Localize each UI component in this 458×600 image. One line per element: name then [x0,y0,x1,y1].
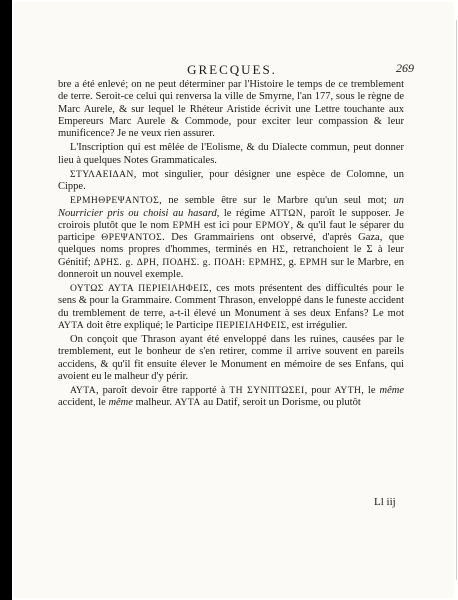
text-run: doit être expliqué; le Participe [84,319,216,331]
text-run: accident, le [58,397,109,409]
page-edge-rule [456,20,457,580]
greek-word: ΟΥΤΩΣ ΑΥΤΑ ΠΕΡΙΕΙΛΗΦΕΙΣ [70,283,209,294]
running-title: GRECQUES. [187,62,277,77]
paragraph [58,142,404,167]
greek-word: ΑΥΤΑ [58,319,85,331]
text-run: , retranchoient le Σ à leur Génitif; [58,244,405,268]
text-run: , pour [304,385,335,396]
text-run: On conçoit que Thrason ayant été enveloppé dans les ruines, causées par le tremblement, eut le bonheur de s'en retirer, comme il arrive souvent en pareils accidens, & qu'il fit ensuite élever le Monument en mémoire de ses Enfans, qui avoient eu le malheur d'y périr. [58,334,404,382]
text-run: au Datif, seroit un Dorisme, ou plutôt [200,397,361,409]
greek-word: ΑΤΤΩΝ [269,207,304,219]
italic-phrase: même [108,397,133,409]
greek-word: ΕΡΜΗΘΡΕΨΑΝΤΟΣ [70,195,160,207]
paragraph [58,169,404,194]
book-page [14,2,454,598]
text-run: . Des Grammairiens ont observé, d'après Gaza, que quelques noms propres d'hommes, terminés en [58,232,405,256]
paragraph [58,79,404,140]
greek-word: ΑΥΤΗ [334,385,362,396]
text-run: est ici pour [200,219,256,231]
paragraph [58,385,404,410]
greek-word: ΠΕΡΙΕΙΛΗΦΕΙΣ [215,319,287,331]
text-run: , ne semble être sur le Marbre qu'un seul mot; [159,195,394,207]
greek-word: ΕΡΜΗ [172,219,201,231]
greek-word: ΑΥΤΑ [70,385,97,396]
paragraph [58,334,404,383]
text-run: malheur. [132,397,175,409]
text-run: , le régime [216,207,270,219]
greek-word: ΗΣ [272,244,286,256]
text-run: , paroît le supposer. Je croirois plutôt que le nom [58,207,404,231]
greek-word: ΕΡΜΗ [299,256,328,268]
text-run: , ces mots présentent des difficultés pour le sens & pour la Grammaire. Comment Thrason, enveloppé dans le funeste accident du tremblement de terre, a-t-il élevé un Monument à ses deux Enfans? Le mot [58,283,404,319]
greek-word: ΣΤΥΛΑΕΙΔΑΝ [70,168,134,180]
text-run: L'Inscription qui est mêlée de l'Eolisme, & du Dialecte commun, peut donner lieu à quelques Notes Grammaticales. [58,142,404,166]
italic-phrase: même [379,385,405,396]
text-run: , & qu'il faut le séparer du participe [58,219,404,243]
text-run: , g. [282,256,300,268]
greek-word: ΘΡΕΨΑΝΤΟΣ [101,232,163,243]
greek-word: ΔΡΗΣ. g. ΔΡΗ, ΠΟΔΗΣ. g. ΠΟΔΗ: [93,256,246,268]
text-run: , est irrégulier. [286,319,348,331]
greek-word: ΕΡΜΟΥ [255,219,291,231]
text-run: , paroît devoir être rapporté à [96,385,230,396]
text-run: sur le Marbre, en donneroit un nouvel exemple. [58,256,405,280]
text-run: , mot singulier, pour désigner une espèce de Colomne, un Cippe. [58,168,404,192]
italic-phrase: un Nourricier pris ou choisi au hasard [58,195,404,219]
greek-word: ΤΗ ΣΥΝΠΤΩΣΕΙ [229,385,305,396]
signature-mark: Ll iij [374,496,396,508]
paragraph [58,283,404,332]
page-number: 269 [396,61,414,75]
greek-word: ΕΡΜΗΣ [248,256,283,268]
page-header [14,62,454,78]
scan-edge [0,0,12,600]
text-run: , le [361,385,380,396]
text-run: bre a été enlevé; on ne peut déterminer par l'Histoire le temps de ce tremblement de terre. Seroit-ce celui qui renversa la ville de Smyrne, l'an 177, sous le règne de Marc Aurele, & sur lequel le Rhéteur Aristide écrivit une Lettre touchante aux Empereurs Marc Aurele & Commode, pour exciter leur compassion & leur munificence? Je ne veux rien assurer. [58,79,404,139]
body-text [58,79,404,410]
greek-word: ΑΥΤΑ [174,397,201,409]
paragraph [58,195,404,281]
